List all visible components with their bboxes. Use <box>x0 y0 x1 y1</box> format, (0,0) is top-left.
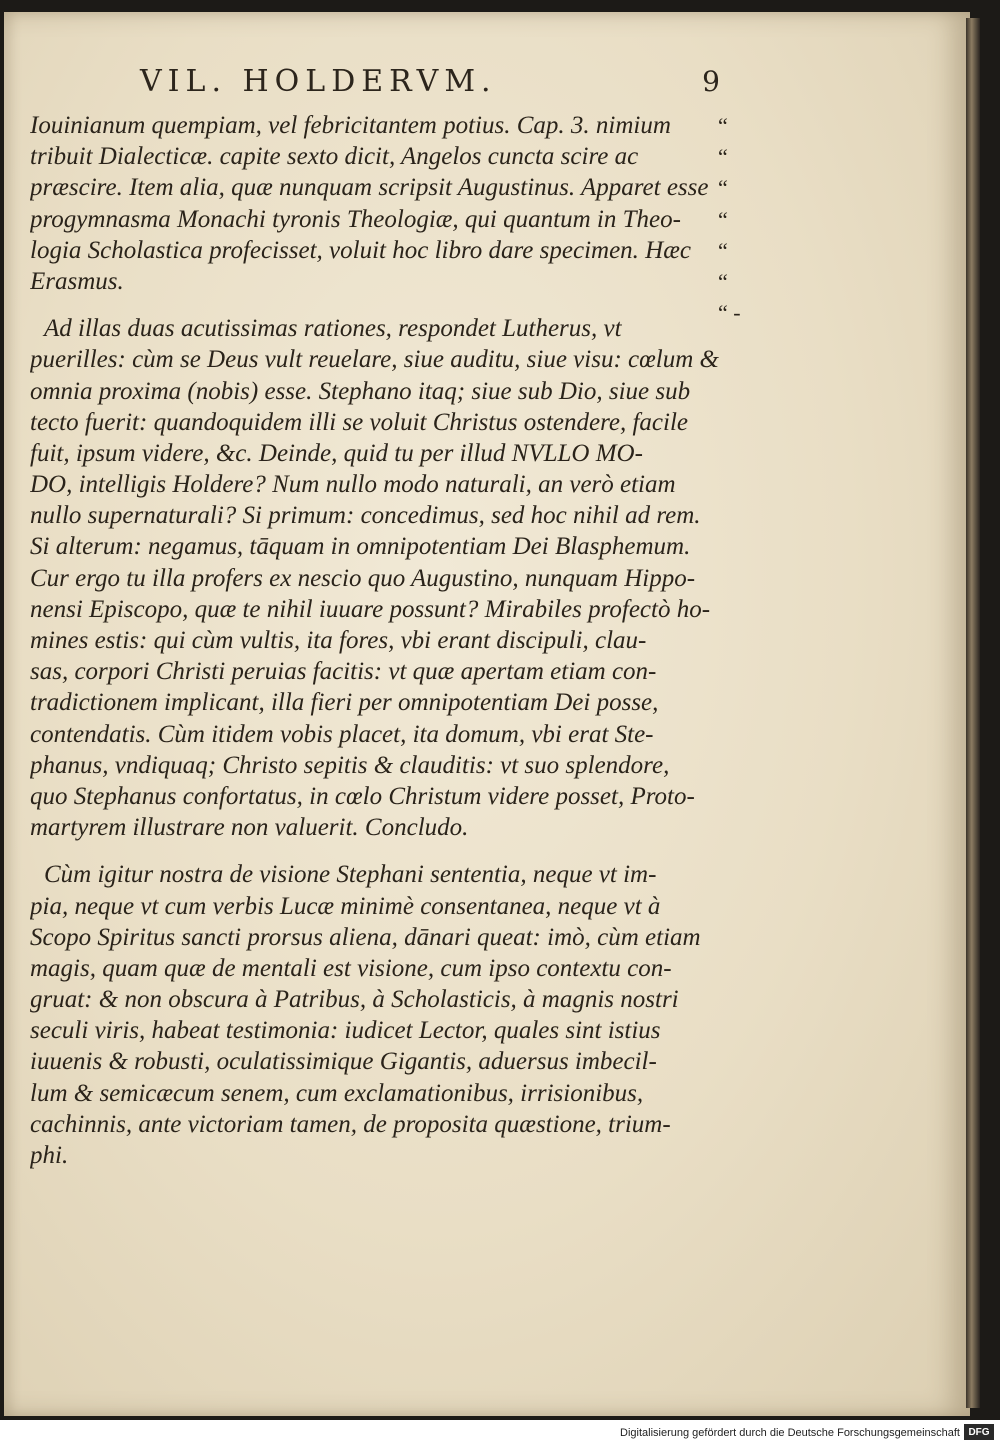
quote-mark: “ <box>718 113 728 138</box>
text-line: Cùm igitur nostra de visione Stephani sententia, neque vt im- <box>44 861 657 889</box>
text-line: pia, neque vt cum verbis Lucæ minimè consentanea, neque vt à <box>30 892 661 920</box>
quote-mark: “ <box>718 206 728 232</box>
text-line: Scopo Spiritus sancti prorsus aliena, dānari queat: imò, cùm etiam <box>30 923 701 951</box>
text-line: omnia proxima (nobis) esse. Stephano itaq; siue sub Dio, siue sub <box>30 377 691 405</box>
text-line: Iouinianum quempiam, vel febricitantem potius. Cap. 3. nimium <box>30 112 671 139</box>
running-header <box>140 64 720 108</box>
text-line: martyrem illustrare non valuerit. Concludo. <box>30 814 469 842</box>
marginal-quote-marks <box>718 110 748 328</box>
text-line: mines estis: qui cùm vultis, ita fores, vbi erant discipuli, clau- <box>30 627 647 654</box>
text-line: tribuit Dialecticæ. capite sexto dicit, Angelos cuncta scire ac <box>30 143 639 171</box>
text-line: phanus, vndiquaq; Christo sepitis & clauditis: vt suo splendore, <box>30 751 670 779</box>
paragraph-gap <box>30 297 740 313</box>
text-line: seculi viris, habeat testimonia: iudicet Lector, quales sint istius <box>30 1017 661 1045</box>
text-line: iuuenis & robusti, oculatissimique Gigantis, aduersus imbecil- <box>30 1048 657 1076</box>
text-line: logia Scholastica profecisset, voluit hoc libro dare specimen. Hæc <box>30 236 691 264</box>
quote-mark: “ <box>718 144 728 170</box>
text-line: progymnasma Monachi tyronis Theologiæ, qui quantum in Theo- <box>30 205 681 233</box>
text-line: lum & semicæcum senem, cum exclamationibus, irrisionibus, <box>30 1079 644 1107</box>
quote-mark: “ <box>718 175 728 201</box>
text-line: DO, intelligis Holdere? Num nullo modo naturali, an verò etiam <box>30 471 676 499</box>
text-line: nensi Episcopo, quæ te nihil iuuare possunt? Mirabiles profectò ho- <box>30 595 711 623</box>
funding-notice: Digitalisierung gefördert durch die Deutsche Forschungsgemeinschaft <box>620 1427 960 1439</box>
quote-mark: “ <box>718 268 728 294</box>
text-line: tradictionem implicant, illa fieri per omnipotentiam Dei posse, <box>30 689 659 717</box>
text-line: præscire. Item alia, quæ nunquam scripsit Augustinus. Apparet esse <box>30 174 709 202</box>
text-line: phi. <box>30 1142 69 1169</box>
text-line: tecto fuerit: quandoquidem illi se voluit Christus ostendere, facile <box>30 408 689 436</box>
text-line: sas, corpori Christi peruias facitis: vt quæ apertam etiam con- <box>30 658 657 686</box>
text-line: quo Stephanus confortatus, in cœlo Christum videre posset, Proto- <box>30 782 695 810</box>
text-line: contendatis. Cùm itidem vobis placet, ita domum, vbi erat Ste- <box>30 720 654 748</box>
text-line: puerilles: cùm se Deus vult reuelare, siue auditu, siue visu: cœlum & <box>30 346 719 374</box>
paragraph-gap <box>30 843 740 859</box>
quote-mark: “ - <box>718 300 741 326</box>
body-text <box>30 110 740 1171</box>
text-line: Ad illas duas acutissimas rationes, respondet Lutherus, vt <box>44 315 622 343</box>
dfg-logo-icon: DFG <box>964 1424 994 1440</box>
running-title: VIL. HOLDERVM. <box>140 64 497 99</box>
quote-mark: “ <box>718 237 728 263</box>
text-line: magis, quam quæ de mentali est visione, cum ipso contextu con- <box>30 954 672 982</box>
text-line: nullo supernaturali? Si primum: concedimus, sed hoc nihil ad rem. <box>30 502 701 530</box>
text-line: fuit, ipsum videre, &c. Deinde, quid tu per illud NVLLO MO- <box>30 439 643 467</box>
text-line: cachinnis, ante victoriam tamen, de proposita quæstione, trium- <box>30 1110 671 1138</box>
text-line: Si alterum: negamus, tāquam in omnipotentiam Dei Blasphemum. <box>30 533 691 561</box>
page-number: 9 <box>702 65 720 98</box>
text-line: gruat: & non obscura à Patribus, à Scholasticis, à magnis nostri <box>30 986 679 1014</box>
page-edge <box>966 18 980 1408</box>
text-line: Erasmus. <box>30 267 124 295</box>
text-line: Cur ergo tu illa profers ex nescio quo Augustino, nunquam Hippo- <box>30 564 696 592</box>
